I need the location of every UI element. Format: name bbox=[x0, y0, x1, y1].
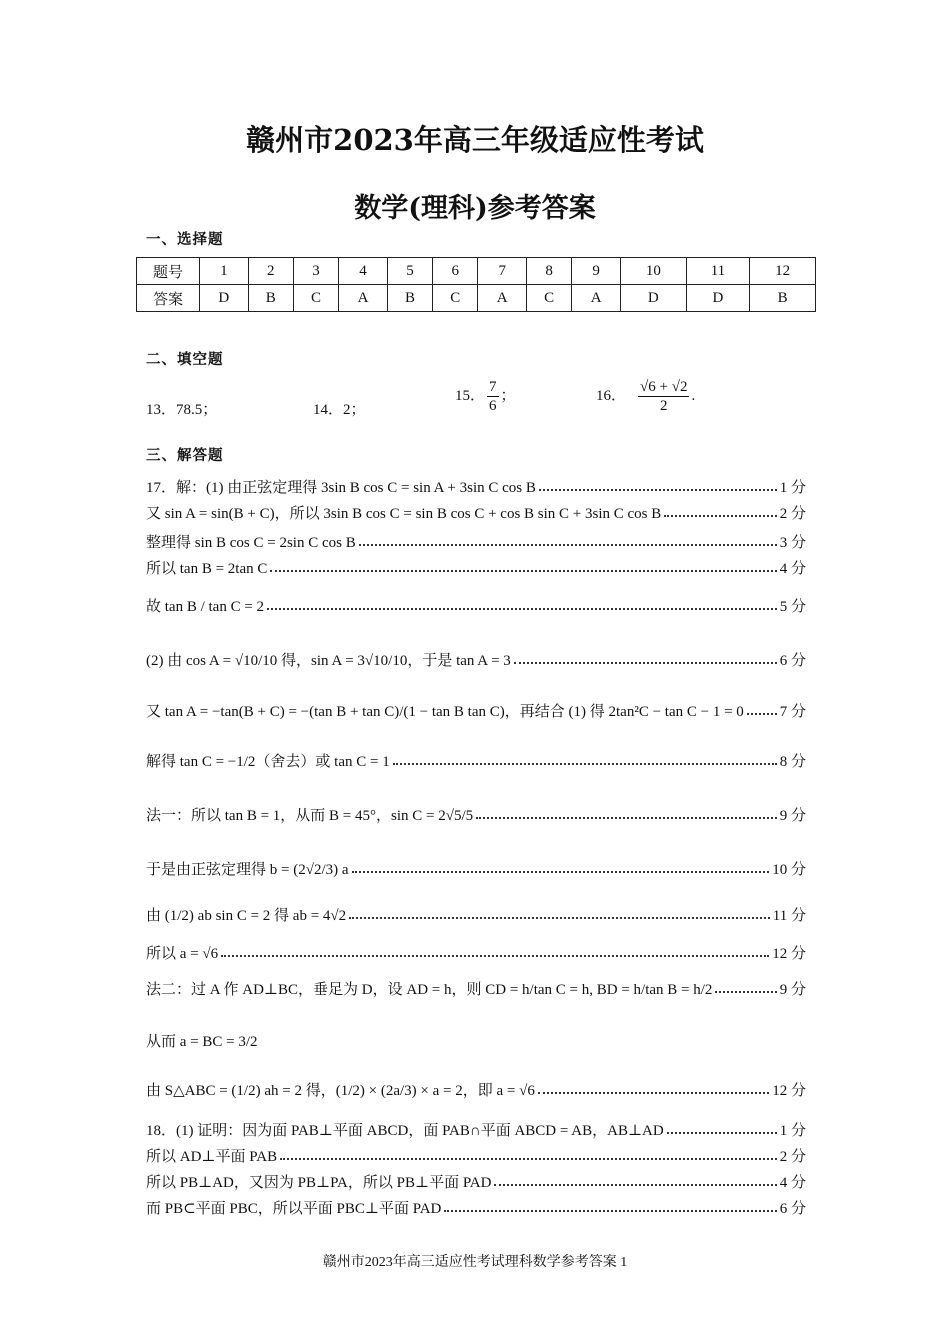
solution-line bbox=[146, 748, 806, 772]
leader-dots bbox=[444, 1210, 776, 1212]
table-cell: C bbox=[433, 285, 478, 312]
score-points: 11 分 bbox=[772, 907, 806, 924]
solution-line-text: 整理得 sin B cos C = 2sin C cos B bbox=[146, 534, 356, 551]
page-footer: 赣州市2023年高三适应性考试理科数学参考答案 1 bbox=[322, 1255, 628, 1270]
solution-line-text: 由 S△ABC = (1/2) ah = 2 得，(1/2) × (2a/3) × a = 2，即 a = √6 bbox=[146, 1082, 535, 1099]
leader-dots bbox=[270, 570, 776, 572]
score-points: 9 分 bbox=[779, 981, 806, 998]
solution-line-text: 所以 PB⊥AD，又因为 PB⊥PA，所以 PB⊥平面 PAD bbox=[146, 1174, 492, 1191]
leader-dots bbox=[664, 515, 776, 517]
leader-dots bbox=[715, 991, 776, 993]
section-choice-heading: 一、选择题 bbox=[146, 232, 224, 248]
section-fill-heading: 二、填空题 bbox=[146, 352, 224, 368]
leader-dots bbox=[747, 713, 777, 715]
solution-line bbox=[146, 1077, 806, 1101]
solution-line bbox=[146, 555, 806, 579]
leader-dots bbox=[352, 871, 770, 873]
solution-line bbox=[146, 1169, 806, 1193]
solution-line-text: (2) 由 cos A = √10/10 得，sin A = 3√10/10，于是 tan A = 3 bbox=[146, 652, 511, 669]
table-cell: 2 bbox=[248, 258, 293, 285]
score-points: 12 分 bbox=[772, 1082, 806, 1099]
leader-dots bbox=[280, 1158, 777, 1160]
fill-tail: ； bbox=[500, 387, 516, 404]
denominator: 2 bbox=[659, 398, 668, 414]
solution-line bbox=[146, 1143, 806, 1167]
solution-line-text: 法二：过 A 作 AD⊥BC，垂足为 D，设 AD = h，则 CD = h/tan C = h, BD = h/tan B = h/2 bbox=[146, 981, 713, 998]
table-cell: 4 bbox=[339, 258, 388, 285]
solution-line-text: 故 tan B / tan C = 2 bbox=[146, 598, 265, 615]
score-points: 4 分 bbox=[779, 1174, 806, 1191]
table-cell: 8 bbox=[527, 258, 572, 285]
answer-table bbox=[136, 257, 816, 312]
solution-line-text: 所以 a = √6 bbox=[146, 945, 219, 962]
score-points: 12 分 bbox=[772, 945, 806, 962]
score-points: 6 分 bbox=[779, 652, 806, 669]
solution-line bbox=[146, 1117, 806, 1141]
score-points: 2 分 bbox=[779, 1148, 806, 1165]
score-points: 1 分 bbox=[779, 479, 806, 496]
solution-line bbox=[146, 698, 806, 722]
solution-line-text: 于是由正弦定理得 b = (2√2/3) a bbox=[146, 861, 349, 878]
table-header-cell: 答案 bbox=[137, 285, 200, 312]
numerator: √6 + √2 bbox=[640, 379, 688, 395]
solution-line-text: 17．解：(1) 由正弦定理得 3sin B cos C = sin A + 3sin C cos B bbox=[146, 479, 536, 496]
solution-line bbox=[146, 940, 806, 964]
leader-dots bbox=[221, 955, 769, 957]
table-cell: B bbox=[387, 285, 432, 312]
solution-line-text: 由 (1/2) ab sin C = 2 得 ab = 4√2 bbox=[146, 907, 347, 924]
score-points: 7 分 bbox=[779, 703, 806, 720]
table-cell: D bbox=[200, 285, 249, 312]
table-cell: B bbox=[248, 285, 293, 312]
solution-line-text: 解得 tan C = −1/2（舍去）或 tan C = 1 bbox=[146, 753, 390, 770]
solution-line-text: 所以 AD⊥平面 PAB bbox=[146, 1148, 278, 1165]
fraction bbox=[638, 378, 689, 415]
score-points: 5 分 bbox=[779, 598, 806, 615]
fraction bbox=[487, 378, 499, 415]
solution-line bbox=[146, 529, 806, 553]
leader-dots bbox=[349, 917, 770, 919]
table-cell: 6 bbox=[433, 258, 478, 285]
leader-dots bbox=[514, 662, 777, 664]
table-cell: 1 bbox=[200, 258, 249, 285]
solution-line-text: 又 sin A = sin(B + C)，所以 3sin B cos C = sin B cos C + cos B sin C + 3sin C cos B bbox=[146, 505, 662, 522]
document-title: 赣州市2023年高三年级适应性考试 bbox=[246, 123, 704, 157]
score-points: 4 分 bbox=[779, 560, 806, 577]
fill-answer-16 bbox=[596, 378, 695, 415]
section-solve-heading: 三、解答题 bbox=[146, 448, 224, 464]
solution-line-text: 18．(1) 证明：因为面 PAB⊥平面 ABCD，面 PAB∩平面 ABCD = AB，AB⊥AD bbox=[146, 1122, 664, 1139]
fill-label: 15． bbox=[455, 387, 486, 404]
solution-line bbox=[146, 856, 806, 880]
solution-line bbox=[146, 1195, 806, 1219]
denominator: 6 bbox=[489, 398, 497, 414]
score-points: 1 分 bbox=[779, 1122, 806, 1139]
score-points: 10 分 bbox=[772, 861, 806, 878]
solution-line bbox=[146, 647, 806, 671]
leader-dots bbox=[476, 817, 777, 819]
fill-answer-13: 13．78.5； bbox=[146, 402, 218, 418]
table-cell: D bbox=[620, 285, 686, 312]
table-cell: D bbox=[686, 285, 750, 312]
table-cell: A bbox=[572, 285, 621, 312]
solution-line-text: 而 PB⊂平面 PBC，所以平面 PBC⊥平面 PAD bbox=[146, 1200, 442, 1217]
table-cell: 11 bbox=[686, 258, 750, 285]
leader-dots bbox=[538, 1092, 769, 1094]
table-cell: 10 bbox=[620, 258, 686, 285]
fill-label: 16． bbox=[596, 387, 627, 404]
leader-dots bbox=[267, 608, 777, 610]
table-cell: 12 bbox=[750, 258, 816, 285]
table-cell: 9 bbox=[572, 258, 621, 285]
solution-line bbox=[146, 802, 806, 826]
table-cell: C bbox=[293, 285, 338, 312]
table-cell: 7 bbox=[478, 258, 527, 285]
leader-dots bbox=[393, 763, 777, 765]
score-points: 9 分 bbox=[779, 807, 806, 824]
leader-dots bbox=[359, 544, 777, 546]
solution-line bbox=[146, 902, 806, 926]
fill-answer-15 bbox=[455, 378, 516, 415]
solution-line-text: 所以 tan B = 2tan C bbox=[146, 560, 268, 577]
score-points: 8 分 bbox=[779, 753, 806, 770]
solution-line bbox=[146, 976, 806, 1000]
solution-line-text: 法一：所以 tan B = 1，从而 B = 45°，sin C = 2√5/5 bbox=[146, 807, 474, 824]
solution-line bbox=[146, 474, 806, 498]
table-row bbox=[137, 258, 816, 285]
score-points: 6 分 bbox=[779, 1200, 806, 1217]
numerator: 7 bbox=[489, 379, 497, 395]
table-cell: 3 bbox=[293, 258, 338, 285]
score-points: 3 分 bbox=[779, 534, 806, 551]
leader-dots bbox=[539, 489, 777, 491]
solution-line bbox=[146, 500, 806, 524]
solution-line-text: 又 tan A = −tan(B + C) = −(tan B + tan C)/(1 − tan B tan C)，再结合 (1) 得 2tan²C − tan C − 1 = 0 bbox=[146, 703, 744, 720]
leader-dots bbox=[494, 1184, 776, 1186]
table-cell: B bbox=[750, 285, 816, 312]
document-subtitle: 数学(理科)参考答案 bbox=[354, 193, 596, 224]
solution-line bbox=[146, 593, 806, 617]
table-cell: A bbox=[339, 285, 388, 312]
fill-answer-14: 14．2； bbox=[313, 402, 366, 418]
fill-tail: . bbox=[691, 387, 696, 404]
solution-line bbox=[146, 1028, 806, 1052]
table-cell: C bbox=[527, 285, 572, 312]
table-row bbox=[137, 285, 816, 312]
table-cell: A bbox=[478, 285, 527, 312]
leader-dots bbox=[667, 1132, 777, 1134]
solution-line-text: 从而 a = BC = 3/2 bbox=[146, 1033, 258, 1050]
table-cell: 5 bbox=[387, 258, 432, 285]
table-header-cell: 题号 bbox=[137, 258, 200, 285]
score-points: 2 分 bbox=[779, 505, 806, 522]
